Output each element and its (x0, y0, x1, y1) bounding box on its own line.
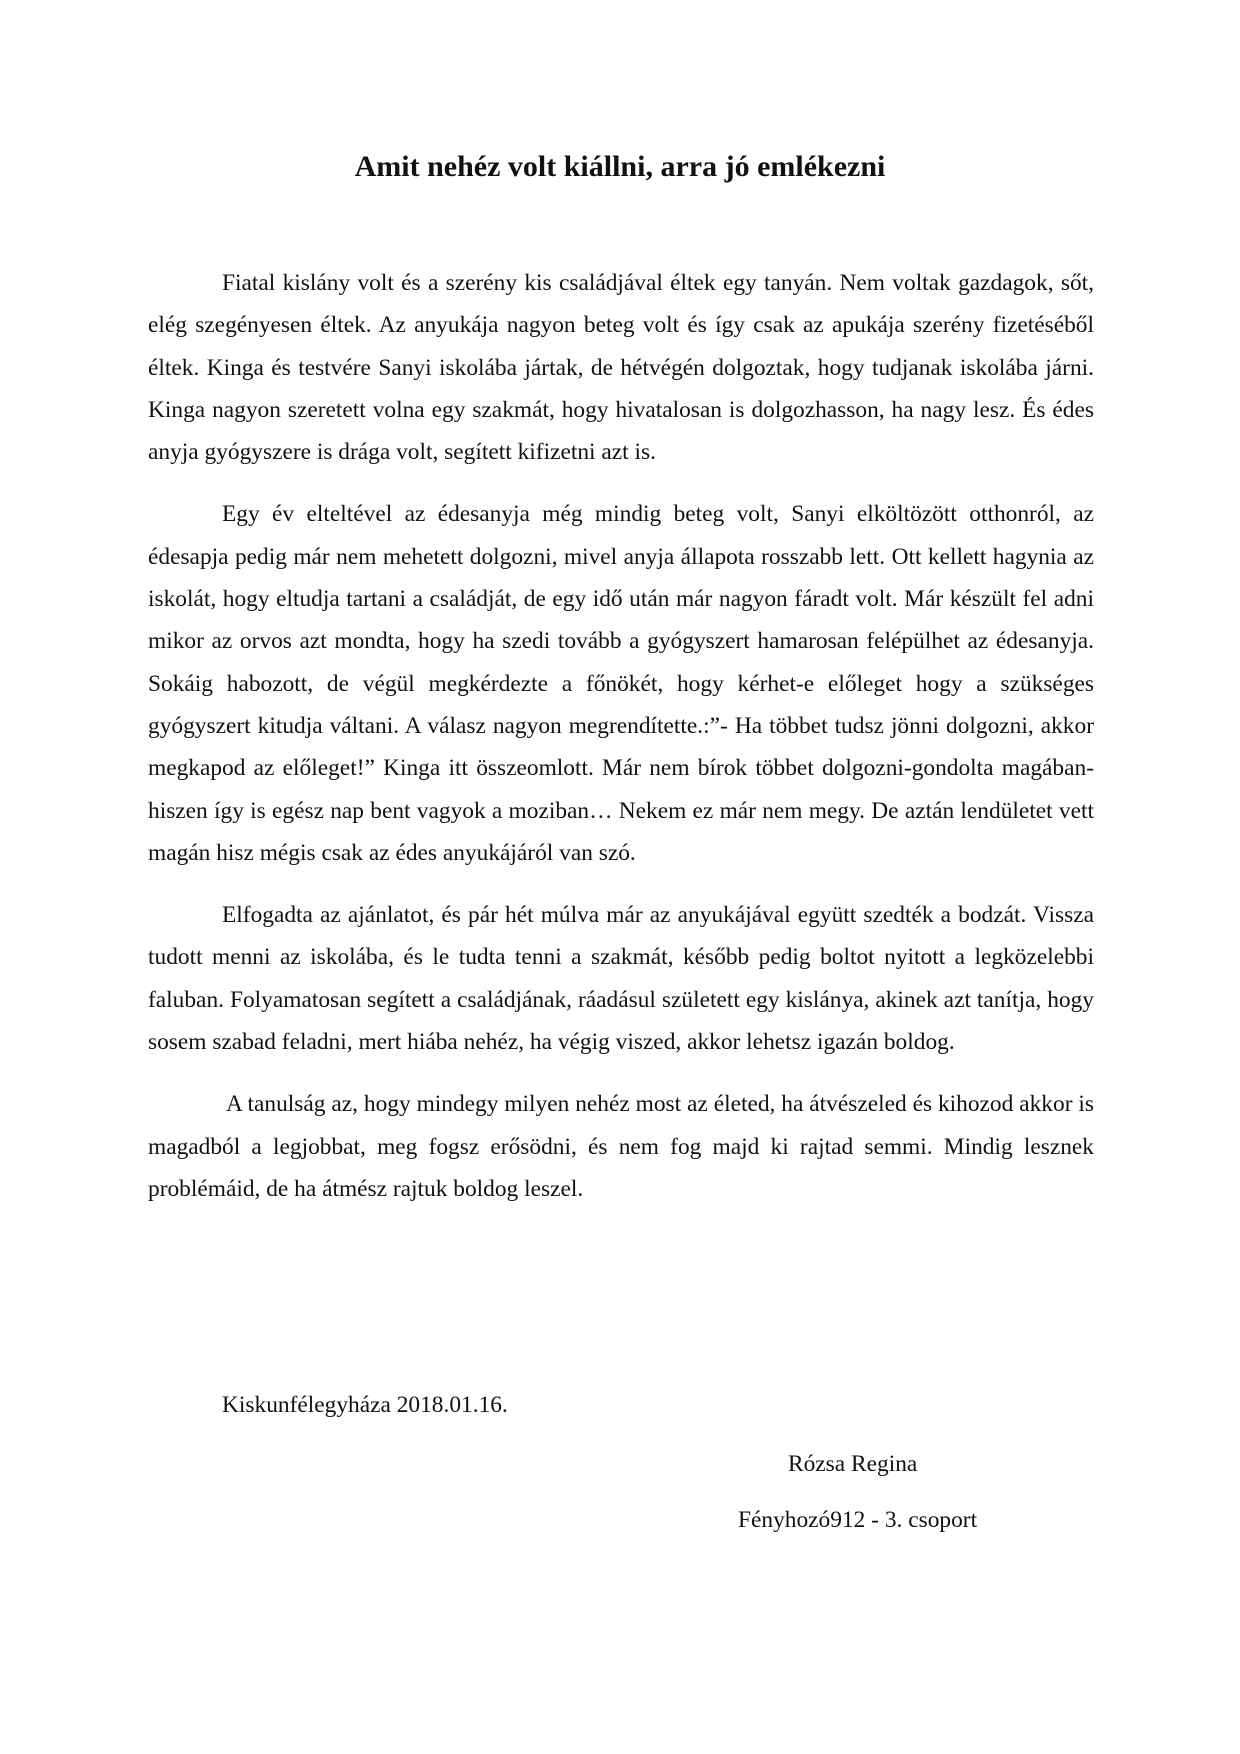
place-date: Kiskunfélegyháza 2018.01.16. (222, 1392, 508, 1418)
document-body (148, 262, 1094, 1230)
document-title: Amit nehéz volt kiállni, arra jó emlékezni (354, 150, 886, 183)
author-name: Rózsa Regina (788, 1451, 918, 1477)
author-group: Fényhozó912 - 3. csoport (738, 1507, 978, 1533)
paragraph-3: Elfogadta az ajánlatot, és pár hét múlva már az anyukájával együtt szedték a bodzát. Vissza tudott menni az iskolába, és le tudta tenni a szakmát, később pedig boltot nyitott a legközelebbi faluban. Folyamatosan segített a családjának, ráadásul született egy kislánya, akinek azt tanítja, hogy sosem szabad feladni, mert hiába nehéz, ha végig viszed, akkor lehetsz igazán boldog. (148, 902, 1094, 1056)
paragraph-1: Fiatal kislány volt és a szerény kis családjával éltek egy tanyán. Nem voltak gazdagok, sőt, elég szegényesen éltek. Az anyukája nagyon beteg volt és így csak az apukája szerény fizetéséből éltek. Kinga és testvére Sanyi iskolába jártak, de hétvégén dolgoztak, hogy tudjanak iskolába járni. Kinga nagyon szeretett volna egy szakmát, hogy hivatalosan is dolgozhasson, ha nagy lesz. És édes anyja gyógyszere is drága volt, segített kifizetni azt is. (148, 270, 1094, 466)
paragraph-2: Egy év elteltével az édesanyja még mindig beteg volt, Sanyi elköltözött otthonról, az édesapja pedig már nem mehetett dolgozni, mivel anyja állapota rosszabb lett. Ott kellett hagynia az iskolát, hogy eltudja tartani a családját, de egy idő után már nagyon fáradt volt. Már készült fel adni mikor az orvos azt mondta, hogy ha szedi tovább a gyógyszert hamarosan felépülhet az édesanyja. Sokáig habozott, de végül megkérdezte a főnökét, hogy kérhet-e előleget hogy a szükséges gyógyszert kitudja váltani. A válasz nagyon megrendítette.:”- Ha többet tudsz jönni dolgozni, akkor megkapod az előleget!” Kinga itt összeomlott. Már nem bírok többet dolgozni-gondolta magában-hiszen így is egész nap bent vagyok a moziban… Nekem ez már nem megy. De aztán lendületet vett magán hisz mégis csak az édes anyukájáról van szó. (148, 501, 1094, 866)
paragraph-4: A tanulság az, hogy mindegy milyen nehéz most az életed, ha átvészeled és kihozod akkor is magadból a legjobbat, meg fogsz erősödni, és nem fog majd ki rajtad semmi. Mindig lesznek problémáid, de ha átmész rajtuk boldog leszel. (148, 1091, 1094, 1202)
